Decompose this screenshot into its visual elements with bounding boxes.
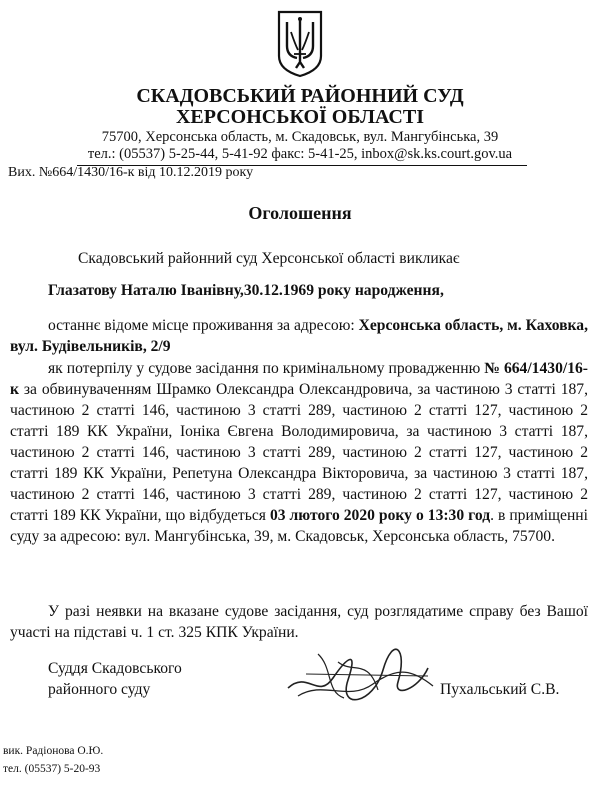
judge-name: Пухальський С.В. [440, 681, 560, 698]
hearing-datetime: 03 лютого 2020 року о 13:30 год [269, 507, 491, 524]
court-region: ХЕРСОНСЬКОЇ ОБЛАСТІ [175, 106, 424, 128]
court-address: 75700, Херсонська область, м. Скадовськ, вул. Мангубінська, 39 [101, 129, 499, 145]
judge-title [48, 658, 182, 700]
judge-title-line2: районного суду [48, 681, 151, 698]
executor-phone: тел. (05537) 5-20-93 [3, 763, 101, 775]
handwritten-signature [278, 640, 438, 710]
trident-coat-of-arms-icon [277, 10, 323, 78]
residence-prefix: останнє відоме місце проживання за адресою: [48, 317, 359, 334]
outgoing-reference: Вих. №664/1430/16-к від 10.12.2019 року [8, 165, 254, 180]
hearing-middle: за обвинуваченням Шрамко Олександра Олександровича, за частиною 3 статті 187, частиною 2 статті 146, частиною 3 статті 289, частиною 2 статті 127, частиною 2 статті 189 КК України, Іоніка Євгена Володимировича, за частиною 3 статті 187, частиною 2 статті 146, частиною 3 статті 289, частиною 2 статті 127, частиною 2 статті 189 КК України, Репетуна Олександра Вікторовича, за частиною 3 статті 187, частиною 2 статті 146, частиною 3 статті 289, частиною 2 статті 127, частиною 2 статті 189 КК України, що відбудеться [10, 381, 588, 524]
residence-paragraph [10, 315, 588, 357]
judge-title-line1: Суддя Скадовського [48, 660, 182, 677]
document-title: Оголошення [248, 203, 352, 223]
hearing-suffix: . в приміщенні суду за адресою: вул. Мангубінська, 39, м. Скадовськ, Херсонська область, 75700. [10, 507, 588, 545]
absence-notice: У разі неявки на вказане судове засідання, суд розглядатиме справу без Вашої участі на підставі ч. 1 ст. 325 КПК України. [10, 603, 588, 641]
summoned-person: Глазатову Наталю Іванівну,30.12.1969 року народження, [48, 282, 444, 299]
residence-address: Херсонська область, м. Каховка, вул. Будівельників, 2/9 [10, 317, 588, 355]
hearing-paragraph [10, 358, 588, 547]
court-contacts: тел.: (05537) 5-25-44, 5-41-92 факс: 5-41-25, inbox@sk.ks.court.gov.ua [87, 146, 513, 162]
summons-line: Скадовський районний суд Херсонської області викликає [78, 250, 460, 267]
hearing-prefix: як потерпілу у судове засідання по кримінальному провадженню [48, 360, 485, 377]
executor-name: вик. Радіонова О.Ю. [3, 745, 104, 757]
court-name: СКАДОВСЬКИЙ РАЙОННИЙ СУД [136, 85, 464, 107]
case-number: № 664/1430/16-к [10, 360, 588, 398]
